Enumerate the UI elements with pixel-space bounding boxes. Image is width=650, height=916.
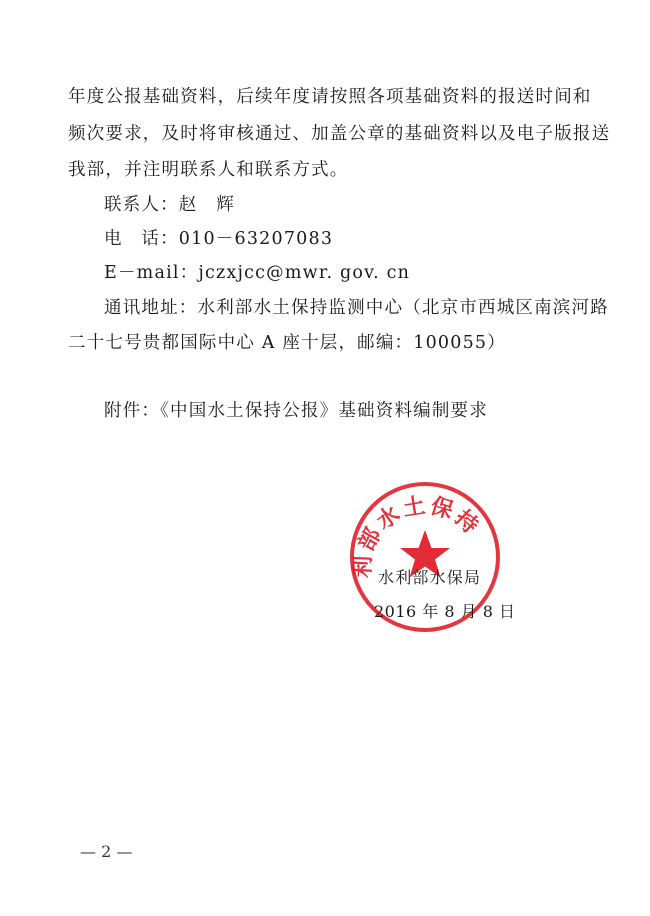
signature-org: 水利部水保局	[378, 568, 482, 587]
signature-date: 2016 年 8 月 8 日	[374, 602, 516, 621]
para1-line3: 我部，并注明联系人和联系方式。	[68, 160, 349, 180]
contact-person: 联系人：赵 辉	[104, 195, 235, 215]
para1-line1: 年度公报基础资料，后续年度请按照各项基础资料的报送时间和	[68, 87, 592, 107]
para1-line2: 频次要求，及时将审核通过、加盖公章的基础资料以及电子版报送	[68, 124, 611, 144]
attachment-line: 附件：《中国水土保持公报》基础资料编制要求	[104, 401, 488, 421]
contact-email: E－mail：jczxjcc@mwr. gov. cn	[104, 263, 411, 283]
page-number: — 2 —	[80, 842, 133, 861]
seal-text: 利部水土保持	[349, 492, 486, 579]
address-line2: 二十七号贵都国际中心 A 座十层，邮编：100055）	[68, 333, 506, 353]
contact-phone: 电 话：010－63207083	[104, 229, 334, 249]
address-line1: 通讯地址：水利部水土保持监测中心（北京市西城区南滨河路	[104, 298, 609, 318]
